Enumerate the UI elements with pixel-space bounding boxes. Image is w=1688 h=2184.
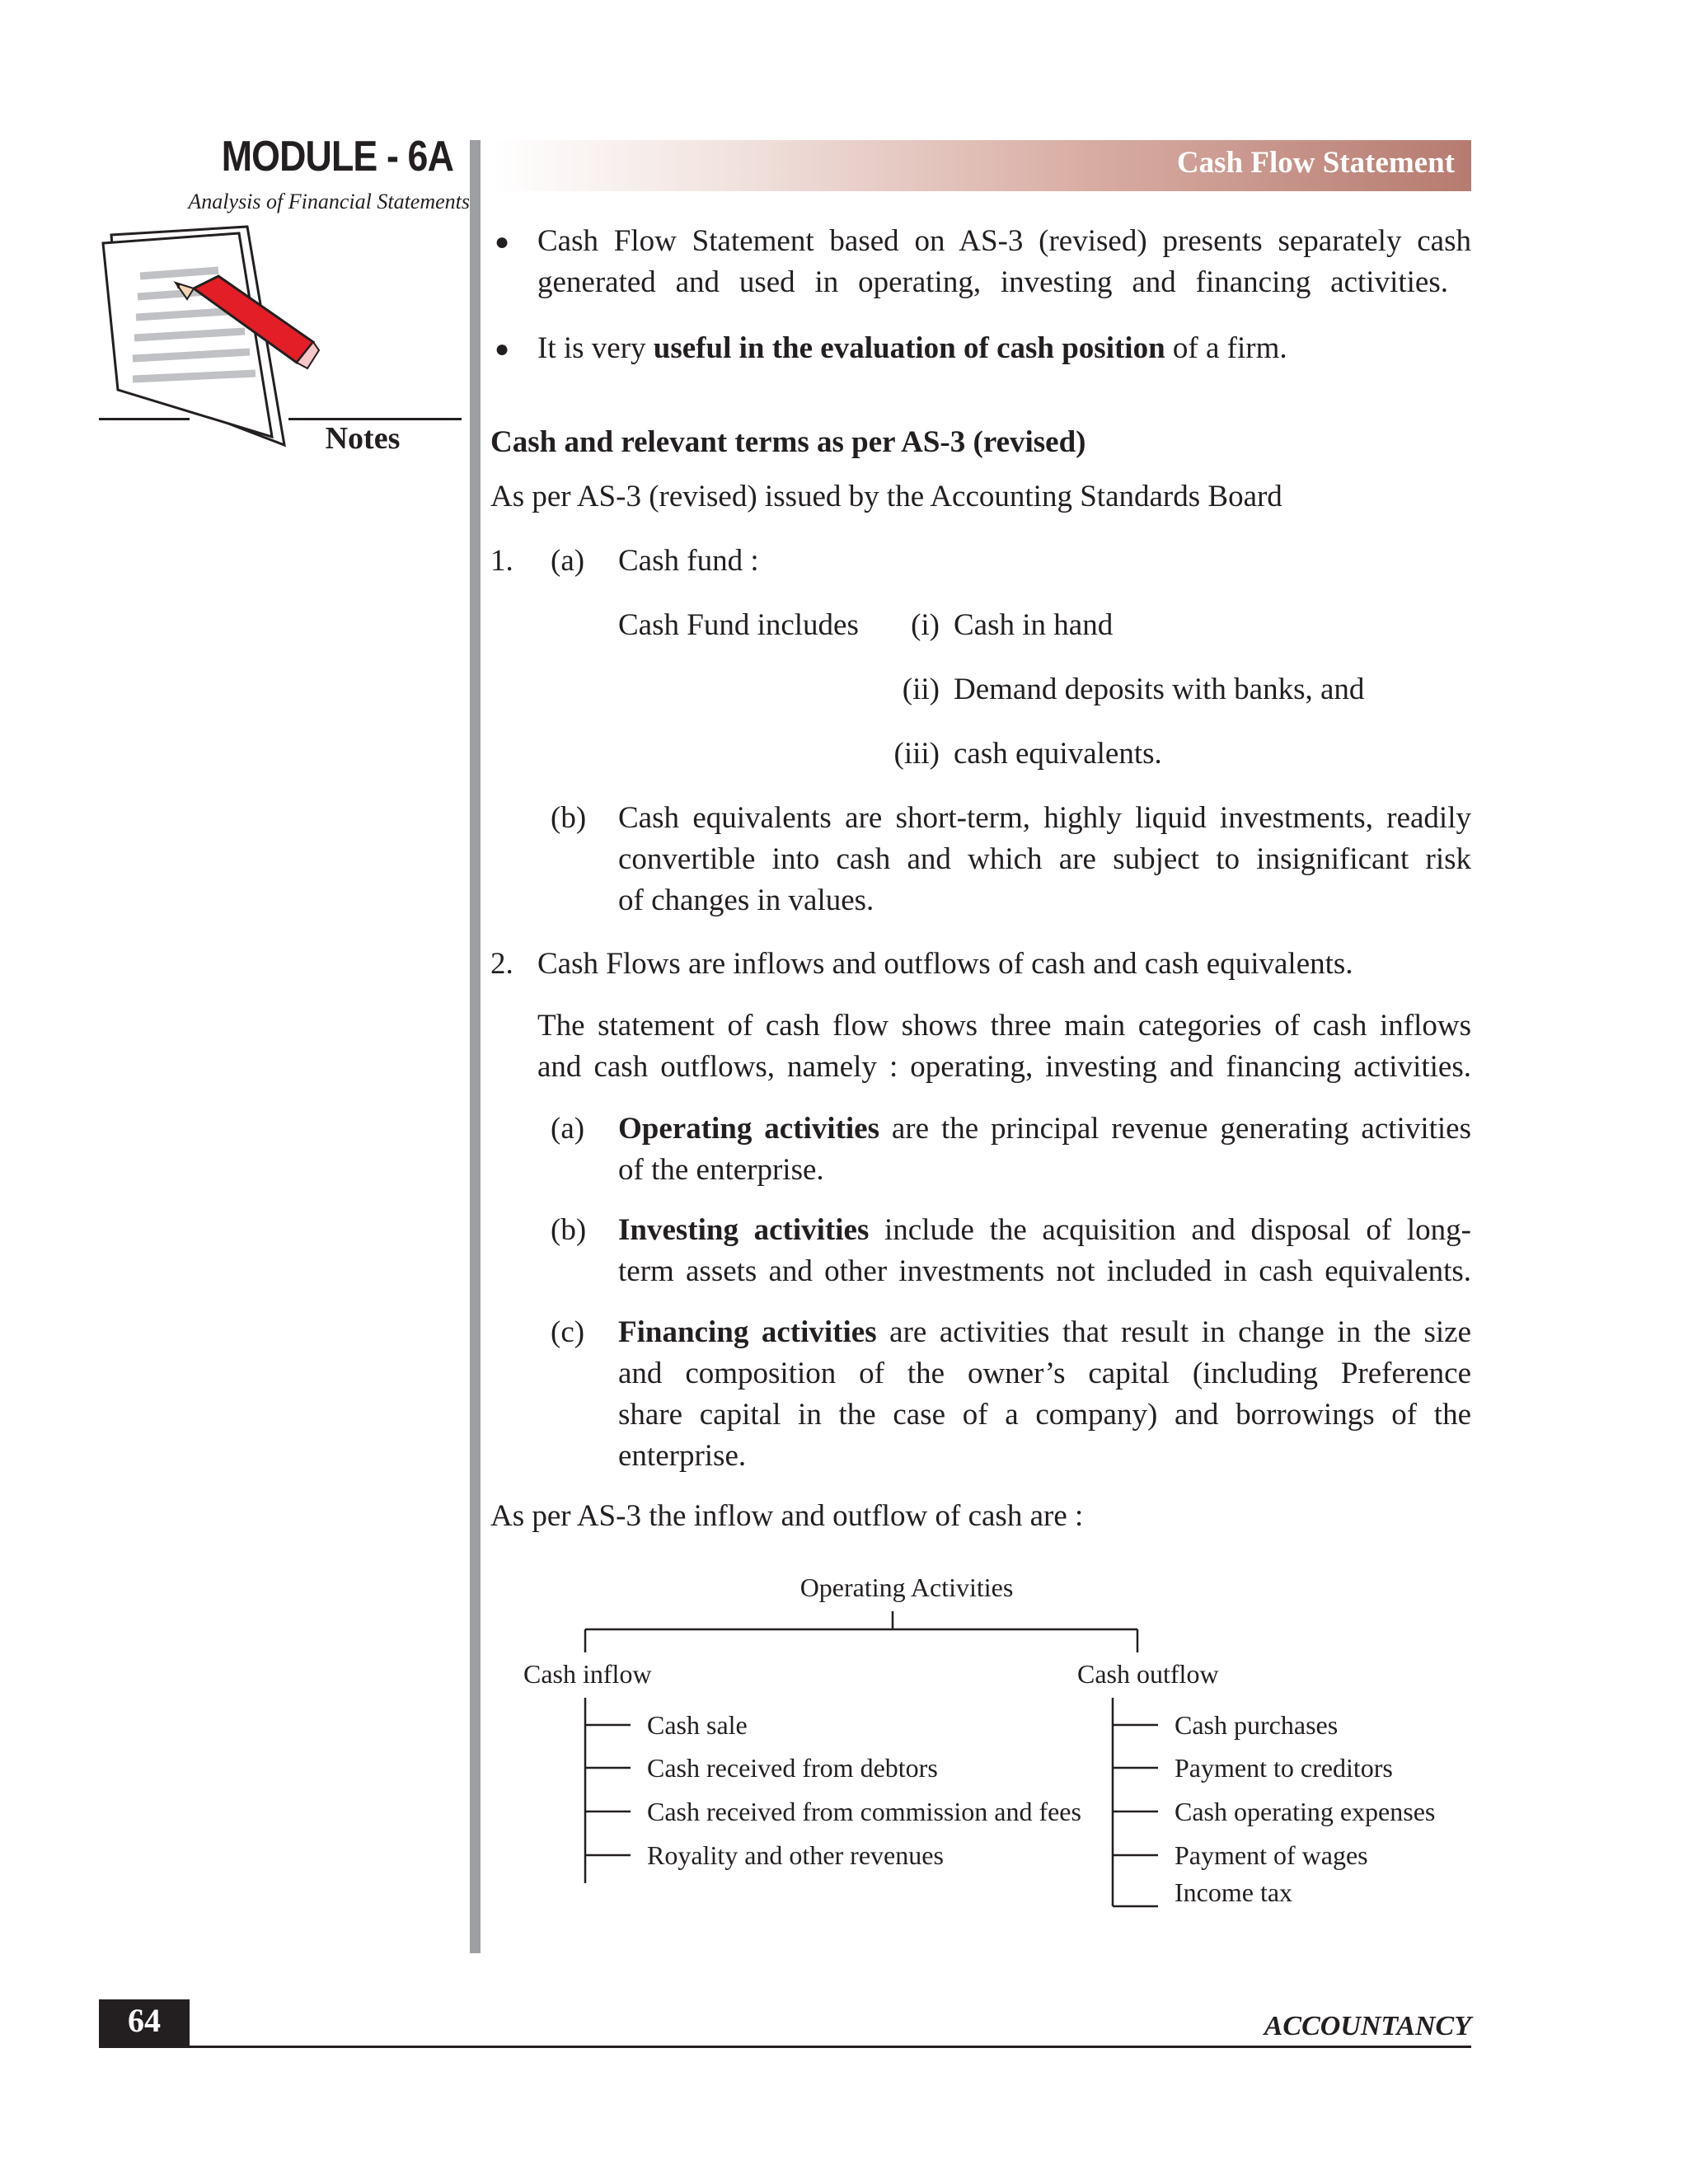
includes-item: Cash in hand <box>954 608 1114 642</box>
operating-activities-diagram <box>490 1562 1471 1941</box>
bullet-2-post: of a firm. <box>1165 331 1287 365</box>
bullet-2 <box>537 328 1471 369</box>
chapter-header-bar <box>490 140 1471 191</box>
item-2b-line-1 <box>618 1210 1471 1251</box>
item-1b-line: convertible into cash and which are subject to insignificant risk <box>618 842 1471 876</box>
item-1b-marker: (b) <box>551 801 587 835</box>
cash-outflow-label: Cash outflow <box>1077 1659 1219 1689</box>
inflow-item: Royality and other revenues <box>647 1840 944 1870</box>
bullet-icon: ● <box>495 228 510 255</box>
includes-marker: (iii) <box>893 737 940 771</box>
item-2a-marker: (a) <box>551 1112 585 1146</box>
item-2a-rest: are the principal revenue generating activities <box>879 1112 1471 1146</box>
module-title: MODULE - 6A <box>221 133 453 180</box>
notes-pencil-icon <box>95 218 326 457</box>
closing-line: As per AS-3 the inflow and outflow of cash are : <box>490 1499 1084 1533</box>
includes-marker: (ii) <box>902 673 940 706</box>
financing-activities-term: Financing activities <box>618 1315 877 1349</box>
inflow-item: Cash received from commission and fees <box>647 1797 1081 1826</box>
item-2b-marker: (b) <box>551 1213 587 1247</box>
item-2c-rest: are activities that result in change in the size <box>876 1315 1471 1349</box>
outflow-item: Cash purchases <box>1175 1710 1339 1740</box>
cash-fund-includes-label: Cash Fund includes <box>618 608 859 642</box>
includes-item: Demand deposits with banks, and <box>954 673 1365 706</box>
investing-activities-term: Investing activities <box>618 1213 870 1247</box>
item-2-text: Cash Flows are inflows and outflows of cash and cash equivalents. <box>537 947 1353 981</box>
inflow-item: Cash received from debtors <box>647 1753 938 1783</box>
footer-subject: ACCOUNTANCY <box>1264 2011 1471 2041</box>
margin-divider <box>470 140 481 1953</box>
item-2c-line-1 <box>618 1312 1471 1353</box>
item-2b-line-2: term assets and other investments not included in cash equivalents. <box>618 1254 1471 1288</box>
bullet-2-pre: It is very <box>537 331 654 365</box>
chapter-title: Cash Flow Statement <box>1176 146 1455 180</box>
item-2a-line-1 <box>618 1108 1471 1150</box>
item-1b-line: of changes in values. <box>618 883 874 917</box>
footer-rule <box>99 2046 1471 2048</box>
item-2-paragraph-line: The statement of cash flow shows three main categories of cash inflows <box>537 1009 1471 1043</box>
cash-inflow-label: Cash inflow <box>523 1659 652 1689</box>
item-1a-text: Cash fund : <box>618 544 759 578</box>
module-subtitle: Analysis of Financial Statements <box>188 190 470 213</box>
diagram-root-label: Operating Activities <box>799 1572 1014 1602</box>
section-heading: Cash and relevant terms as per AS-3 (revised) <box>490 425 1086 459</box>
item-1a-marker: (a) <box>551 544 585 578</box>
item-2a-line-2: of the enterprise. <box>618 1153 824 1187</box>
item-2c-line: and composition of the owner’s capital (including Preference <box>618 1357 1471 1390</box>
outflow-item: Cash operating expenses <box>1175 1797 1436 1826</box>
item-2b-rest: include the acquisition and disposal of long- <box>869 1213 1472 1247</box>
bullet-2-bold: useful in the evaluation of cash position <box>653 331 1165 365</box>
item-1b-line: Cash equivalents are short-term, highly liquid investments, readily <box>618 801 1471 835</box>
outflow-item: Payment to creditors <box>1175 1753 1393 1783</box>
notes-label: Notes <box>325 421 401 456</box>
item-1-number: 1. <box>490 544 513 578</box>
includes-item: cash equivalents. <box>954 737 1162 771</box>
notes-rule-left <box>99 418 190 420</box>
inflow-item: Cash sale <box>647 1710 748 1740</box>
bullet-1-line-2: generated and used in operating, investing and financing activities. <box>537 265 1448 299</box>
bullet-1-line-1: Cash Flow Statement based on AS-3 (revised) presents separately cash <box>537 224 1471 258</box>
operating-activities-term: Operating activities <box>618 1112 879 1146</box>
item-2c-marker: (c) <box>551 1315 585 1349</box>
page-number: 64 <box>128 2002 161 2039</box>
outflow-item: Payment of wages <box>1175 1840 1368 1870</box>
item-2-number: 2. <box>490 947 513 981</box>
item-2c-line: enterprise. <box>618 1439 747 1473</box>
outflow-item: Income tax <box>1175 1877 1293 1907</box>
item-2c-line: share capital in the case of a company) and borrowings of the <box>618 1398 1471 1432</box>
item-2-paragraph-line: and cash outflows, namely : operating, investing and financing activities. <box>537 1050 1471 1084</box>
bullet-icon: ● <box>495 335 510 363</box>
includes-marker: (i) <box>911 608 940 642</box>
section-intro: As per AS-3 (revised) issued by the Accounting Standards Board <box>490 480 1282 513</box>
